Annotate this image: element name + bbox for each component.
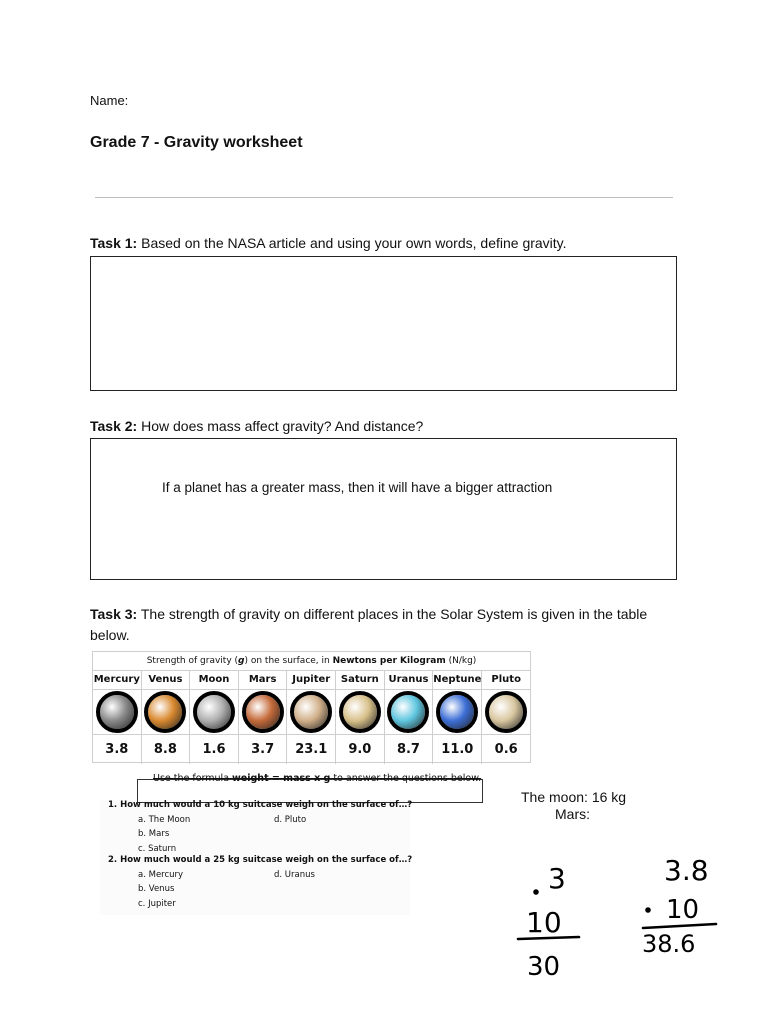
formula-pre: Use the formula <box>153 773 233 784</box>
gravity-value: 0.6 <box>494 742 518 757</box>
question-2-option: a. Mercury <box>138 870 184 880</box>
multiply-dot <box>647 909 650 912</box>
question-1-option: d. Pluto <box>274 815 307 825</box>
hand-right-multiplier: 10 <box>666 895 700 925</box>
question-1: 1. How much would a 10 kg suitcase weigh on the surface of…? <box>108 800 413 810</box>
caption-g: g <box>238 656 245 666</box>
formula-bold: weight = mass x g <box>232 773 331 784</box>
question-2-option: d. Uranus <box>274 870 315 880</box>
note-mars: Mars: <box>555 806 590 822</box>
hand-right-top: 3.8 <box>664 854 709 887</box>
planet-name: Mars <box>239 671 287 690</box>
task-2-text: How does mass affect gravity? And distance? <box>137 418 424 434</box>
question-2-option: c. Jupiter <box>138 899 176 909</box>
caption-unit: Newtons per Kilogram <box>332 656 446 666</box>
name-label: Name: <box>90 93 129 108</box>
task-1-text: Based on the NASA article and using your own words, define gravity. <box>137 235 567 251</box>
gravity-value: 23.1 <box>295 742 328 757</box>
caption-part: ) on the surface, in <box>244 656 333 666</box>
planet-name: Mercury <box>93 671 141 690</box>
multiply-dot <box>535 891 538 894</box>
gravity-value: 8.8 <box>153 742 177 757</box>
formula-post: to answer the questions below. <box>330 773 482 784</box>
gravity-value: 11.0 <box>441 742 474 757</box>
note-moon: The moon: 16 kg <box>521 789 627 805</box>
task-2-answer-text: If a planet has a greater mass, then it will have a bigger attraction <box>162 480 553 495</box>
planet-name: Uranus <box>385 671 433 690</box>
task-3-label: Task 3: <box>90 606 138 622</box>
gravity-value: 9.0 <box>348 742 372 757</box>
task-1-label: Task 1: <box>90 235 138 251</box>
question-1-option: b. Mars <box>138 829 170 839</box>
planet-name: Saturn <box>336 671 384 690</box>
question-2-option: b. Venus <box>138 884 175 894</box>
planet-name: Jupiter <box>287 671 335 690</box>
task-2-label: Task 2: <box>90 418 138 434</box>
question-1-option: a. The Moon <box>138 815 191 825</box>
gravity-value: 3.8 <box>105 742 129 757</box>
hand-left-top: 3 <box>548 862 566 895</box>
planet-name: Moon <box>190 671 238 690</box>
worksheet-title: Grade 7 - Gravity worksheet <box>90 134 303 151</box>
planet-name: Pluto <box>482 671 530 690</box>
hand-left-result: 30 <box>527 952 561 982</box>
planet-name: Venus <box>142 671 190 690</box>
caption-part: (N/kg) <box>445 656 477 666</box>
hand-left-multiplier: 10 <box>526 906 562 939</box>
task-3-text: The strength of gravity on different places in the Solar System is given in the table below. <box>90 606 648 643</box>
planet-name: Neptune <box>433 671 481 690</box>
question-1-option: c. Saturn <box>138 844 177 854</box>
caption-part: Strength of gravity ( <box>146 656 239 666</box>
hand-right-result: 38.6 <box>642 930 696 958</box>
gravity-value: 3.7 <box>251 742 275 757</box>
gravity-value: 8.7 <box>396 742 420 757</box>
question-2: 2. How much would a 25 kg suitcase weigh on the surface of…? <box>108 855 413 865</box>
gravity-value: 1.6 <box>202 742 226 757</box>
